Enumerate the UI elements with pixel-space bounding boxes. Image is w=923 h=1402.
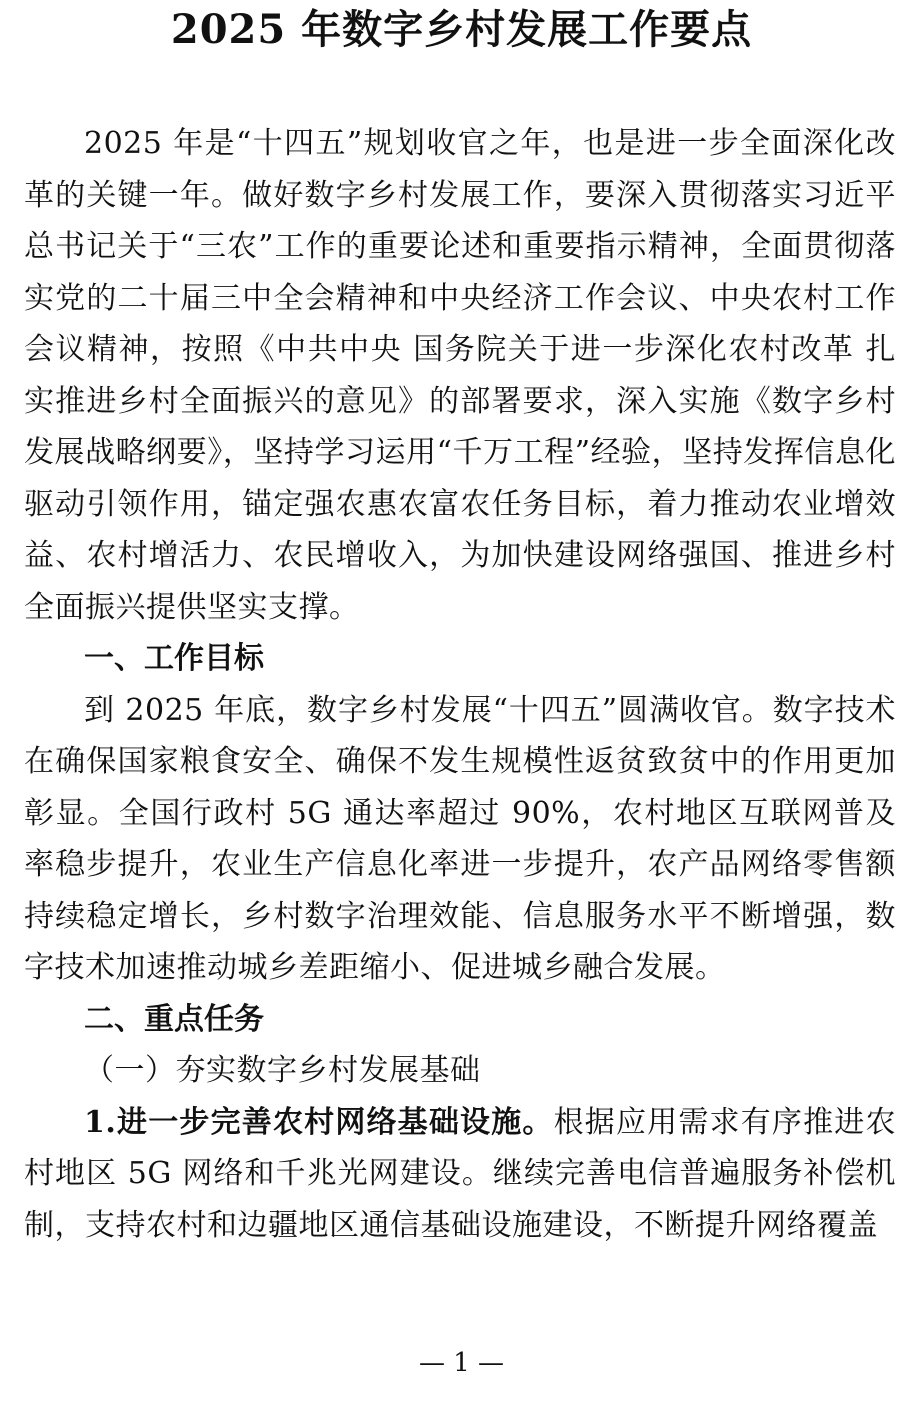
document-title: 2025 年数字乡村发展工作要点	[170, 6, 753, 53]
task-item-1-lead: 1.进一步完善农村网络基础设施。	[84, 1104, 554, 1140]
task-item-1-text: 根据应用需求有序推进农村地区 5G 网络和千兆光网建设。继续完善电信普遍服务补偿机制，支持农村和边疆地区通信基础设施建设，不断提升网络覆盖	[24, 1104, 896, 1243]
page-number: — 1 —	[418, 1348, 505, 1378]
task-item-1	[24, 1097, 896, 1252]
subsection-heading-foundation: （一）夯实数字乡村发展基础	[84, 1053, 481, 1088]
section-heading-tasks: 二、重点任务	[84, 1001, 264, 1037]
section-heading-goals: 一、工作目标	[84, 641, 264, 676]
intro-paragraph: 2025 年是“十四五”规划收官之年，也是进一步全面深化改革的关键一年。做好数字乡村发展工作，要深入贯彻落实习近平总书记关于“三农”工作的重要论述和重要指示精神，全面贯彻落实党的二十届三中全会精神和中央经济工作会议、中央农村工作会议精神，按照《中共中央 国务院关于进一步深化农村改革 扎实推进乡村全面振兴的意见》的部署要求，深入实施《数字乡村发展战略纲要》，坚持学习运用“千万工程”经验，坚持发挥信息化驱动引领作用，锚定强农惠农富农任务目标，着力推动农业增效益、农村增活力、农民增收入，为加快建设网络强国、推进乡村全面振兴提供坚实支撑。	[24, 126, 896, 625]
goals-paragraph: 到 2025 年底，数字乡村发展“十四五”圆满收官。数字技术在确保国家粮食安全、确保不发生规模性返贫致贫中的作用更加彰显。全国行政村 5G 通达率超过 90%，农村地区互联网普及率稳步提升，农业生产信息化率进一步提升，农产品网络零售额持续稳定增长，乡村数字治理效能、信息服务水平不断增强，数字技术加速推动城乡差距缩小、促进城乡融合发展。	[24, 692, 896, 985]
document-body	[24, 118, 896, 1251]
